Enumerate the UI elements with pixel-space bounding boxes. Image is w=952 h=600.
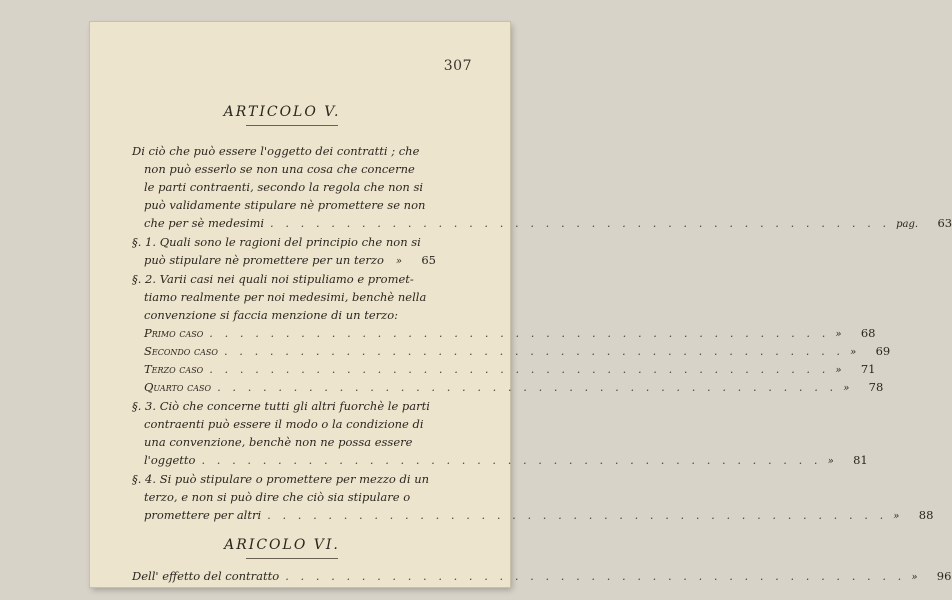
toc-text: può stipulare nè promettere per un terzo <box>144 253 384 267</box>
toc-entry <box>144 214 952 232</box>
toc-page: 96 <box>936 569 952 583</box>
toc-text: terzo, e non si può dire che ciò sia stipulare o <box>144 490 411 504</box>
toc-line <box>144 415 432 433</box>
heading-rule <box>246 125 338 126</box>
toc-text: §. 3. Ciò che concerne tutti gli altri fuorchè le parti <box>132 399 430 413</box>
toc-line <box>144 288 432 306</box>
toc-page: 68 <box>860 326 876 340</box>
toc-text: non può esserlo se non una cosa che concerne <box>144 162 415 176</box>
leader-dots <box>224 342 844 360</box>
toc-page: 63 <box>937 216 952 230</box>
page-marker: » <box>893 511 900 522</box>
toc-line <box>132 397 432 415</box>
toc-text: una convenzione, benchè non ne possa essere <box>144 435 413 449</box>
toc-page: 71 <box>860 362 876 376</box>
toc-text: §. 2. Varii casi nei quali noi stipuliamo e promet- <box>132 272 414 286</box>
toc-text: tiamo realmente per noi medesimi, benchè nella <box>144 290 427 304</box>
page-marker: » <box>835 365 842 376</box>
toc-line <box>144 178 432 196</box>
toc-line <box>144 433 432 451</box>
toc-text: Secondo caso <box>144 344 218 358</box>
toc-text: Dell' effetto del contratto <box>132 569 280 583</box>
page-marker: » <box>843 383 850 394</box>
toc-line <box>144 196 432 214</box>
toc-page: 65 <box>421 253 436 267</box>
page-number: 307 <box>443 58 472 74</box>
toc-entry <box>144 342 891 360</box>
toc-line <box>132 270 432 288</box>
leader-dots <box>285 567 905 585</box>
toc-line <box>132 233 432 251</box>
toc-text: l'oggetto <box>144 453 196 467</box>
article-6-heading: ARICOLO VI. <box>224 537 340 553</box>
book-page <box>90 22 952 587</box>
toc-text: contraenti può essere il modo o la condizione di <box>144 417 424 431</box>
toc-entry <box>132 567 952 585</box>
heading-rule <box>246 558 338 559</box>
toc-entry <box>144 360 876 378</box>
toc-line <box>132 470 432 488</box>
toc-entry <box>144 378 884 396</box>
page-marker: » <box>850 347 857 358</box>
page-marker: » <box>835 329 842 340</box>
toc-text: §. 4. Si può stipulare o promettere per mezzo di un <box>132 472 430 486</box>
toc-text: §. 1. Quali sono le ragioni del principio che non si <box>132 235 421 249</box>
toc-entry <box>144 506 934 524</box>
toc-entry <box>144 451 868 469</box>
toc-entry <box>144 324 876 342</box>
article-5-heading: ARTICOLO V. <box>223 104 341 120</box>
toc-text: Terzo caso <box>144 362 204 376</box>
toc-text: promettere per altri <box>144 508 262 522</box>
toc-text: Primo caso <box>144 326 204 340</box>
page-marker: » <box>911 572 918 583</box>
leader-dots <box>217 378 837 396</box>
leader-dots <box>267 506 887 524</box>
leader-dots <box>201 451 821 469</box>
table-of-contents <box>132 22 952 587</box>
leader-dots <box>270 214 890 232</box>
toc-line <box>144 488 432 506</box>
toc-text: che per sè medesimi <box>144 216 265 230</box>
page-marker: pag. <box>896 219 919 230</box>
toc-text: le parti contraenti, secondo la regola che non si <box>144 180 424 194</box>
toc-text: Di ciò che può essere l'oggetto dei contratti ; che <box>132 144 420 158</box>
toc-page: 78 <box>868 380 884 394</box>
toc-page: 88 <box>918 508 934 522</box>
leader-dots <box>209 360 829 378</box>
toc-line <box>132 142 432 160</box>
toc-page: 69 <box>875 344 891 358</box>
leader-dots <box>209 324 829 342</box>
toc-text: convenzione si faccia menzione di un terzo: <box>144 308 399 322</box>
toc-text: può validamente stipulare nè promettere se non <box>144 198 426 212</box>
toc-entry <box>144 251 436 269</box>
toc-line <box>144 306 432 324</box>
page-marker: » <box>827 456 834 467</box>
toc-line <box>144 160 432 178</box>
page-marker: » <box>395 256 402 267</box>
toc-page: 81 <box>853 453 868 467</box>
toc-text: Quarto caso <box>144 380 212 394</box>
